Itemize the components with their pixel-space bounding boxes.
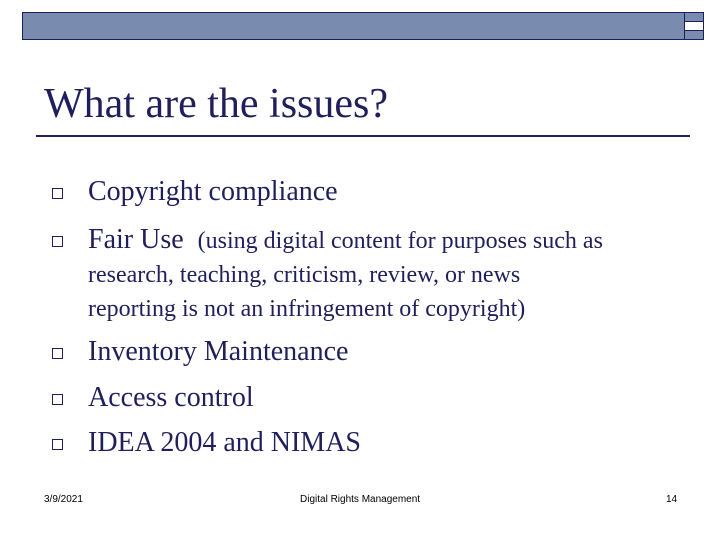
footer-title: Digital Rights Management bbox=[300, 494, 421, 505]
fair-use-continuation-line: research, teaching, criticism, review, or news bbox=[88, 262, 521, 288]
bullet-item-copyright bbox=[40, 176, 690, 210]
bullet-text: Access control bbox=[88, 382, 254, 413]
band-bar bbox=[23, 13, 685, 39]
bullet-detail: (using digital content for purposes such as bbox=[197, 228, 603, 254]
footer-page-number: 14 bbox=[666, 494, 678, 505]
square-bullet-icon bbox=[52, 394, 63, 405]
fair-use-continuation-line: reporting is not an infringement of copyright) bbox=[88, 296, 526, 322]
bullet-item-inventory bbox=[40, 336, 690, 370]
band-corner-cells bbox=[685, 13, 703, 39]
bullet-item-idea-nimas bbox=[40, 427, 690, 461]
square-bullet-icon bbox=[52, 188, 63, 199]
square-bullet-icon bbox=[52, 348, 63, 359]
bullet-heading: Fair Use bbox=[88, 224, 184, 255]
slide-title: What are the issues? bbox=[44, 81, 389, 127]
band-cell bbox=[685, 30, 703, 39]
bullet-item-access-control bbox=[40, 382, 690, 416]
square-bullet-icon bbox=[52, 236, 63, 247]
title-underline bbox=[36, 135, 690, 137]
band-cell bbox=[685, 21, 703, 30]
bullet-text bbox=[88, 224, 603, 257]
bullet-text: IDEA 2004 and NIMAS bbox=[88, 427, 361, 458]
bullet-text: Inventory Maintenance bbox=[88, 336, 349, 367]
bullet-text: Copyright compliance bbox=[88, 176, 338, 207]
square-bullet-icon bbox=[52, 439, 63, 450]
band-cell bbox=[685, 13, 703, 21]
bullet-item-fair-use bbox=[40, 224, 690, 258]
footer-date: 3/9/2021 bbox=[44, 494, 83, 505]
top-decorative-band bbox=[22, 12, 704, 40]
